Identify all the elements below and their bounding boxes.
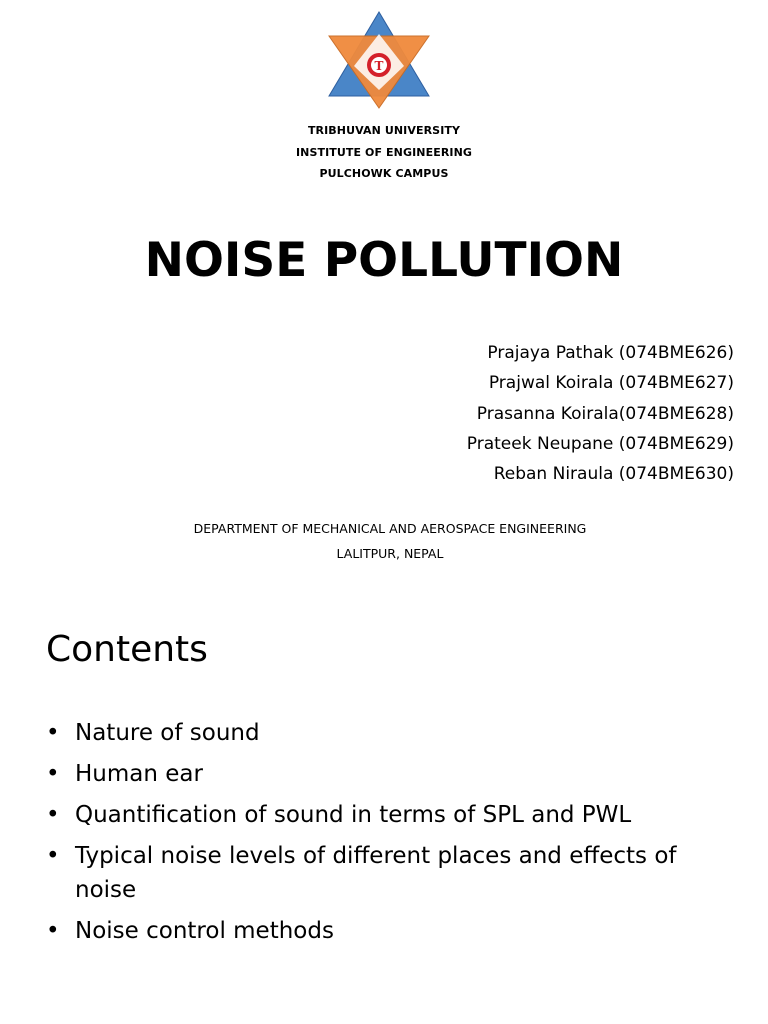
contents-slide xyxy=(0,600,768,1024)
contents-heading: Contents xyxy=(46,629,208,670)
author-list xyxy=(467,338,734,489)
list-item-text: Quantification of sound in terms of SPL and PWL xyxy=(75,802,632,828)
list-item-text: Nature of sound xyxy=(75,720,260,746)
department-name: DEPARTMENT OF MECHANICAL AND AEROSPACE ENGINEERING xyxy=(193,521,587,536)
campus-name: PULCHOWK CAMPUS xyxy=(319,167,449,180)
list-item xyxy=(46,757,726,791)
bullet-icon: • xyxy=(46,843,60,869)
list-item-text: Typical noise levels of different places and effects of noise xyxy=(75,843,677,903)
list-item xyxy=(46,839,726,907)
university-name: TRIBHUVAN UNIVERSITY xyxy=(307,124,461,137)
author-name: Prajwal Koirala (074BME627) xyxy=(488,373,734,394)
bullet-icon: • xyxy=(46,918,60,944)
institute-name: INSTITUTE OF ENGINEERING xyxy=(295,146,473,159)
author-name: Prateek Neupane (074BME629) xyxy=(466,433,734,454)
svg-text:T: T xyxy=(374,59,384,73)
author-name: Reban Niraula (074BME630) xyxy=(493,464,734,485)
list-item xyxy=(46,914,726,948)
list-item-text: Noise control methods xyxy=(75,918,334,944)
list-item xyxy=(46,798,726,832)
department-location: LALITPUR, NEPAL xyxy=(336,546,444,561)
bullet-icon: • xyxy=(46,761,60,787)
author-name: Prasanna Koirala(074BME628) xyxy=(476,403,734,424)
list-item-text: Human ear xyxy=(75,761,203,787)
list-item xyxy=(46,716,726,750)
university-emblem-icon xyxy=(326,10,432,110)
author-name: Prajaya Pathak (074BME626) xyxy=(487,343,734,363)
presentation-title: NOISE POLLUTION xyxy=(144,233,624,288)
contents-list xyxy=(46,716,726,955)
bullet-icon: • xyxy=(46,720,60,746)
bullet-icon: • xyxy=(46,802,60,828)
